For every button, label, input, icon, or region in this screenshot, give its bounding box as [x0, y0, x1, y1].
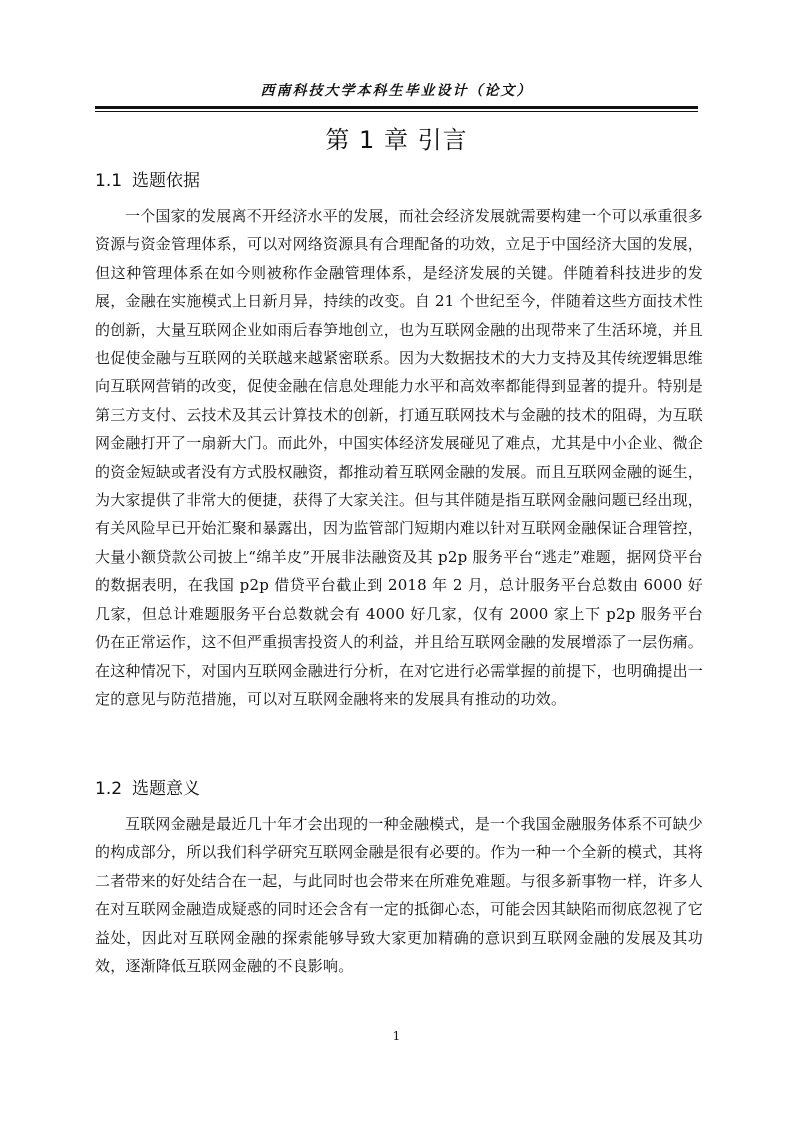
section-number: 1.2	[95, 779, 123, 799]
section-title-text: 选题依据	[132, 171, 201, 191]
section-1-1-paragraph: 一个国家的发展离不开经济水平的发展，而社会经济发展就需要构建一个可以承重很多资源与资金管理体系，可以对网络资源具有合理配备的功效，立足于中国经济大国的发展，但这种管理体系在如今则被称作金融管理体系，是经济发展的关键。伴随着科技进步的发展，金融在实施模式上日新月异，持续的改变。自 21 个世纪至今，伴随着这些方面技术性的创新，大量互联网企业如雨后春笋地创立，也为互联网金融的出现带来了生活环境，并且也促使金融与互联网的关联越来越紧密联系。因为大数据技术的大力支持及其传统逻辑思维向互联网营销的改变，促使金融在信息处理能力水平和高效率都能得到显著的提升。特别是第三方支付、云技术及其云计算技术的创新，打通互联网技术与金融的技术的阻碍，为互联网金融打开了一扇新大门。而此外，中国实体经济发展碰见了难点，尤其是中小企业、微企的资金短缺或者没有方式股权融资，都推动着互联网金融的发展。而且互联网金融的诞生，为大家提供了非常大的便捷，获得了大家关注。但与其伴随是指互联网金融问题已经出现，有关风险早已开始汇聚和暴露出，因为监管部门短期内难以针对互联网金融保证合理管控，大量小额贷款公司披上“绵羊皮”开展非法融资及其 p2p 服务平台“逃走”难题，据网贷平台的数据表明，在我国 p2p 借贷平台截止到 2018 年 2 月，总计服务平台总数由 6000 好几家，但总计难题服务平台总数就会有 4000 好几家，仅有 2000 家上下 p2p 服务平台仍在正常运作，这不但严重损害投资人的利益，并且给互联网金融的发展增添了一层伤痛。在这种情况下，对国内互联网金融进行分析，在对它进行必需掌握的前提下，也明确提出一定的意见与防范措施，可以对互联网金融将来的发展具有推动的功效。	[95, 207, 704, 708]
running-header: 西南科技大学本科生毕业设计（论文）	[260, 83, 533, 99]
chapter-title: 第 1 章 引言	[325, 126, 468, 154]
section-heading-1-1	[95, 166, 200, 191]
section-1-2-paragraph: 互联网金融是最近几十年才会出现的一种金融模式，是一个我国金融服务体系不可缺少的构成部分，所以我们科学研究互联网金融是很有必要的。作为一种一个全新的模式，其将二者带来的好处结合在一起，与此同时也会带来在所难免难题。与很多新事物一样，许多人在对互联网金融造成疑惑的同时还会含有一定的抵御心态，可能会因其缺陷而彻底忽视了它益处，因此对互联网金融的探索能够导致大家更加精确的意识到互联网金融的发展及其功效，逐渐降低互联网金融的不良影响。	[95, 815, 704, 976]
section-title-text: 选题意义	[132, 779, 201, 799]
header-rule-thick	[95, 106, 698, 109]
header-rule-thin	[95, 111, 698, 112]
section-heading-1-2	[95, 774, 200, 799]
page-number: 1	[392, 1029, 401, 1043]
section-number: 1.1	[95, 171, 123, 191]
